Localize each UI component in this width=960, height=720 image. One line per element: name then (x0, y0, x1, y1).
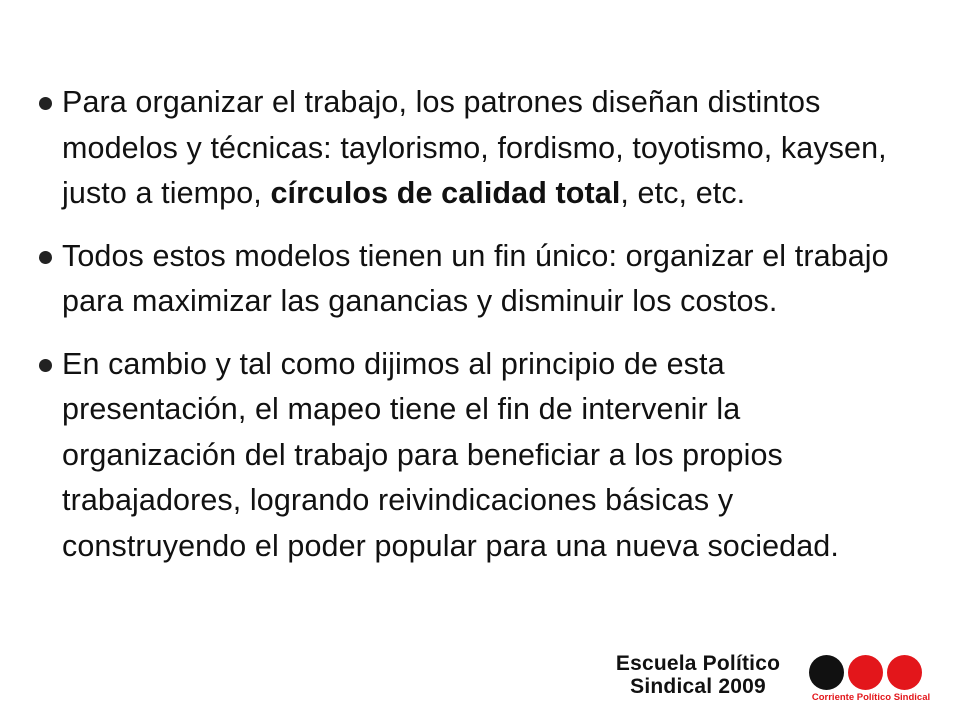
school-name-line2: Sindical 2009 (630, 675, 766, 698)
bullet-list (36, 80, 916, 586)
school-name-line1: Escuela Político (615, 652, 781, 675)
bullet-item (36, 342, 916, 570)
bullet-item (36, 234, 916, 325)
bullet-item (36, 80, 916, 217)
bullet-dot-icon (39, 97, 52, 110)
organization-name: Corriente Político Sindical (811, 692, 931, 703)
red-circle-icon (848, 655, 883, 690)
red-circle-icon (887, 655, 922, 690)
bullet-text-1a: Para organizar el trabajo, los patrones diseñan distintos modelos y técnicas: taylorismo, fordismo, toyotismo, kaysen, justo a tiempo, (62, 85, 887, 210)
bullet-dot-icon (39, 359, 52, 372)
bullet-dot-icon (39, 251, 52, 264)
school-name (598, 652, 798, 698)
footer-logo (590, 650, 950, 714)
bullet-text-2: Todos estos modelos tienen un fin único: organizar el trabajo para maximizar las ganancias y disminuir los costos. (62, 238, 889, 318)
black-circle-icon (809, 655, 844, 690)
bullet-text-1c: , etc, etc. (620, 176, 746, 210)
bullet-text-1b-bold: círculos de calidad total (270, 176, 621, 210)
logo-circles-icon (809, 655, 929, 691)
bullet-text-3: En cambio y tal como dijimos al principio de esta presentación, el mapeo tiene el fin de intervenir la organización del trabajo para beneficiar a los propios trabajadores, logrando reivindicaciones básicas y construyendo el poder popular para una nueva sociedad. (62, 346, 839, 563)
